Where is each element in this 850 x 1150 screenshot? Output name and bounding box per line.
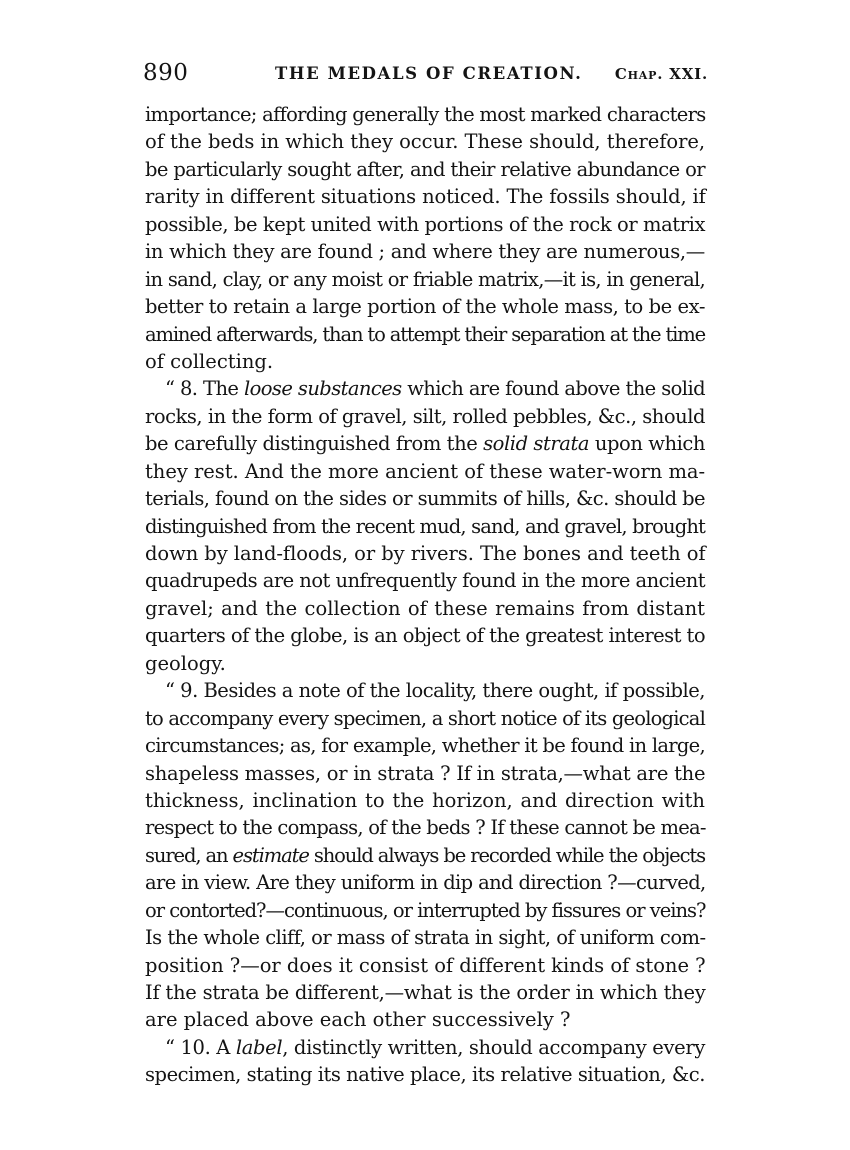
text-line: of collecting. (145, 349, 274, 373)
text-line: terials, found on the sides or summits of hills, &c. should be (145, 487, 705, 511)
text-line: quarters of the globe, is an object of the greatest interest to (145, 624, 706, 648)
text-line: or contorted?—continuous, or interrupted by fissures or veins? (145, 898, 706, 922)
text-line: respect to the compass, of the beds ? If these cannot be mea- (145, 816, 706, 840)
text-line: they rest. And the more ancient of these water-worn ma- (145, 459, 706, 483)
text-line: geology. (145, 651, 226, 675)
text-line: quadrupeds are not unfrequently found in the more ancient (145, 569, 706, 593)
text-line: shapeless masses, or in strata ? If in strata,—what are the (145, 761, 706, 785)
emphasis: loose substances (243, 377, 402, 401)
text-line: rarity in different situations noticed. The fossils should, if (145, 185, 706, 209)
running-head (143, 58, 708, 92)
text-line: Is the whole cliff, or mass of strata in sight, of uniform com- (145, 926, 706, 950)
text-line: specimen, stating its native place, its relative situation, &c. (145, 1063, 705, 1087)
page-number: 890 (143, 60, 189, 86)
text-line: of the beds in which they occur. These should, therefore, (145, 130, 706, 154)
chapter-number: XXI. (669, 65, 708, 83)
text-line: are placed above each other successively ? (145, 1008, 571, 1032)
text-line: distinguished from the recent mud, sand, and gravel, brought (145, 514, 706, 538)
text-line: gravel; and the collection of these remains from distant (145, 596, 705, 620)
text-line: possible, be kept united with portions of the rock or matrix (145, 212, 706, 236)
chapter-label (615, 60, 708, 88)
text-line: down by land-floods, or by rivers. The bones and teeth of (145, 542, 706, 565)
text-line: in sand, clay, or any moist or friable matrix,—it is, in general, (145, 267, 705, 291)
text-line: amined afterwards, than to attempt their separation at the time (145, 322, 705, 346)
emphasis: solid strata (483, 432, 590, 456)
text-line: “ 10. A label, distinctly written, should accompany every (165, 1035, 705, 1059)
text-line: in which they are found ; and where they are numerous,— (145, 240, 705, 264)
text-line: rocks, in the form of gravel, silt, rolled pebbles, &c., should (145, 404, 705, 428)
emphasis: label (235, 1035, 283, 1059)
text-line: circumstances; as, for example, whether it be found in large, (145, 734, 705, 758)
running-title: THE MEDALS OF CREATION. (275, 64, 583, 83)
text-line: are in view. Are they uniform in dip and direction ?—curved, (145, 871, 706, 895)
chapter-word: Chap. (614, 65, 664, 83)
body-text (145, 101, 705, 1089)
text-line: to accompany every specimen, a short notice of its geological (145, 706, 706, 730)
emphasis: estimate (232, 843, 309, 867)
text-line: better to retain a large portion of the whole mass, to be ex- (145, 295, 705, 319)
text-line: “ 9. Besides a note of the locality, there ought, if possible, (165, 679, 705, 703)
text-line: “ 8. The loose substances which are found above the solid (165, 377, 705, 401)
text-line: position ?—or does it consist of different kinds of stone ? (145, 953, 706, 977)
text-line: be carefully distinguished from the solid strata upon which (145, 432, 706, 456)
text-line: thickness, inclination to the horizon, and direction with (145, 788, 705, 812)
text-line: sured, an estimate should always be recorded while the objects (145, 843, 706, 867)
text-line: If the strata be different,—what is the order in which they (145, 981, 706, 1004)
text-line: be particularly sought after, and their relative abundance or (145, 157, 706, 181)
text-line: importance; affording generally the most marked characters (145, 103, 706, 126)
